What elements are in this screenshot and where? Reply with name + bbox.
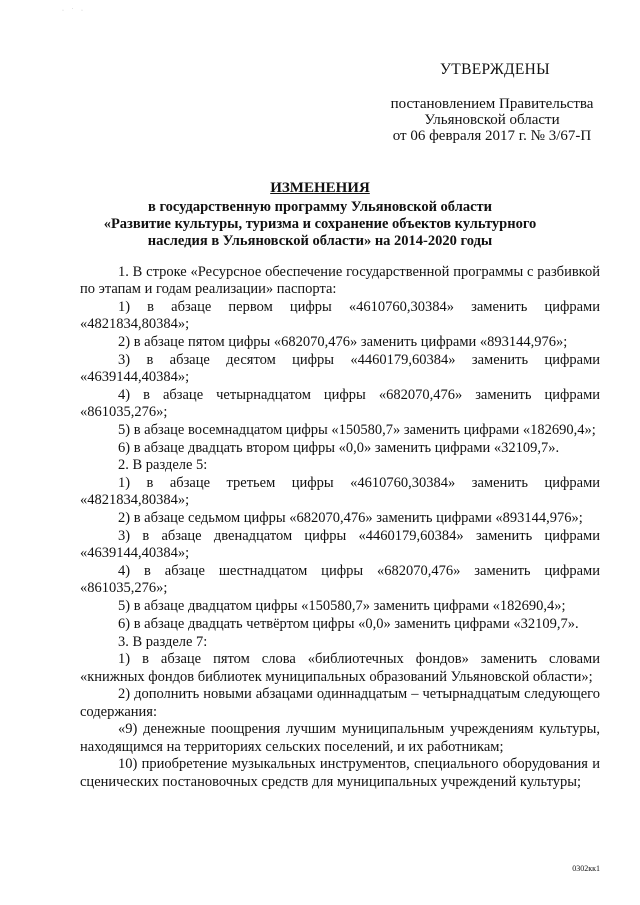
- paragraph: 4) в абзаце четырнадцатом цифры «682070,476» заменить цифрами «861035,276»;: [80, 386, 600, 420]
- approval-heading: УТВЕРЖДЕНЫ: [440, 61, 550, 78]
- paragraph: 1) в абзаце пятом слова «библиотечных фондов» заменить словами «книжных фондов библиотек муниципальных образований Ульяновской области»;: [80, 651, 600, 685]
- paragraph: 6) в абзаце двадцать четвёртом цифры «0,0» заменить цифрами «32109,7».: [118, 615, 579, 632]
- paragraph: 1) в абзаце третьем цифры «4610760,30384» заменить цифрами «4821834,80384»;: [80, 475, 600, 509]
- document-title-block: [80, 180, 560, 250]
- document-title: ИЗМЕНЕНИЯ: [270, 180, 370, 196]
- paragraph: 5) в абзаце двадцатом цифры «150580,7» заменить цифрами «182690,4»;: [118, 597, 566, 614]
- paragraph: 1) в абзаце первом цифры «4610760,30384» заменить цифрами «4821834,80384»;: [80, 299, 600, 333]
- paragraph: «9) денежные поощрения лучшим муниципальным учреждениям культуры, находящимся на территориях сельских поселений, и их работникам;: [80, 721, 600, 755]
- decree-line: постановлением Правительства: [390, 96, 594, 112]
- document-code: 0302кк1: [572, 864, 600, 873]
- paragraph: 2) в абзаце пятом цифры «682070,476» заменить цифрами «893144,976»;: [118, 334, 568, 350]
- paragraph: 3) в абзаце двенадцатом цифры «4460179,60384» заменить цифрами «4639144,40384»;: [80, 527, 600, 562]
- paragraph: 2) в абзаце седьмом цифры «682070,476» заменить цифрами «893144,976»;: [118, 510, 583, 527]
- paragraph: 2) дополнить новыми абзацами одиннадцатым – четырнадцатым следующего содержания:: [80, 686, 600, 720]
- decree-reference: [382, 96, 602, 144]
- scan-artifact: · ˙ ·: [62, 8, 86, 14]
- document-body: [80, 264, 600, 791]
- paragraph: 2. В разделе 5:: [118, 457, 208, 474]
- decree-line: от 06 февраля 2017 г. № 3/67-П: [392, 128, 592, 144]
- paragraph: 5) в абзаце восемнадцатом цифры «150580,7» заменить цифрами «182690,4»;: [118, 421, 596, 438]
- paragraph: 3) в абзаце десятом цифры «4460179,60384» заменить цифрами «4639144,40384»;: [80, 351, 600, 385]
- title-line: «Развитие культуры, туризма и сохранение объектов культурного: [103, 216, 537, 232]
- title-line: в государственную программу Ульяновской области: [147, 199, 492, 215]
- paragraph: 3. В разделе 7:: [118, 633, 208, 650]
- paragraph: 1. В строке «Ресурсное обеспечение государственной программы с разбивкой по этапам и годам реализации» паспорта:: [80, 264, 600, 298]
- paragraph: 4) в абзаце шестнадцатом цифры «682070,476» заменить цифрами «861035,276»;: [80, 562, 600, 597]
- title-line: наследия в Ульяновской области» на 2014-2020 годы: [147, 233, 493, 249]
- paragraph: 10) приобретение музыкальных инструментов, специального оборудования и сценических постановочных средств для муниципальных учреждений культуры;: [80, 756, 600, 790]
- paragraph: 6) в абзаце двадцать втором цифры «0,0» заменить цифрами «32109,7».: [118, 439, 560, 456]
- decree-line: Ульяновской области: [424, 112, 560, 128]
